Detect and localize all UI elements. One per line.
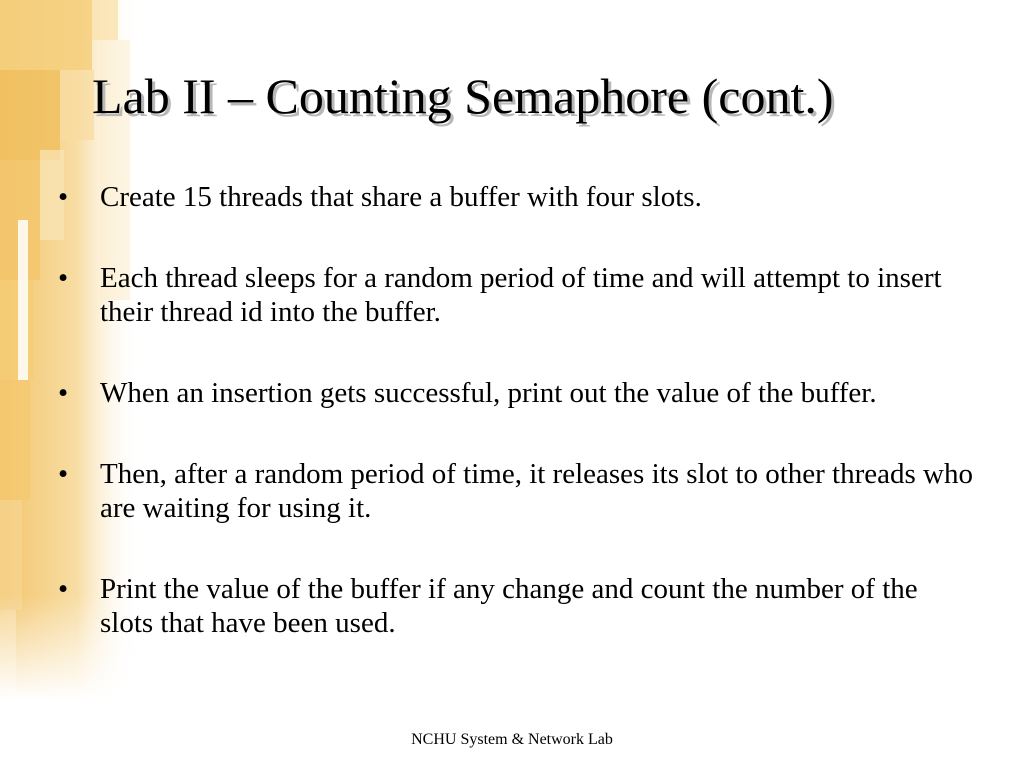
bullet-text: Then, after a random period of time, it releases its slot to other threads who are waiting for using it. [100, 458, 973, 524]
bullet-item [58, 180, 978, 214]
bullet-dot-icon: • [58, 458, 69, 490]
bullet-text: When an insertion gets successful, print out the value of the buffer. [100, 377, 877, 409]
bullet-dot-icon: • [58, 262, 69, 294]
bullet-item [58, 261, 978, 329]
footer-text: NCHU System & Network Lab [411, 731, 613, 748]
bullet-dot-icon: • [58, 573, 69, 605]
bullet-list [58, 180, 978, 687]
bullet-dot-icon: • [58, 181, 69, 213]
slide-footer [0, 730, 1024, 750]
bullet-item [58, 457, 978, 525]
bullet-text: Print the value of the buffer if any change and count the number of the slots that have been used. [100, 573, 918, 639]
bullet-item [58, 376, 978, 410]
bullet-item [58, 572, 978, 640]
slide-title: Lab II – Counting Semaphore (cont.) [92, 68, 834, 124]
bullet-text: Each thread sleeps for a random period of time and will attempt to insert their thread id into the buffer. [100, 262, 942, 328]
bullet-dot-icon: • [58, 377, 69, 409]
bullet-text: Create 15 threads that share a buffer with four slots. [100, 181, 702, 213]
